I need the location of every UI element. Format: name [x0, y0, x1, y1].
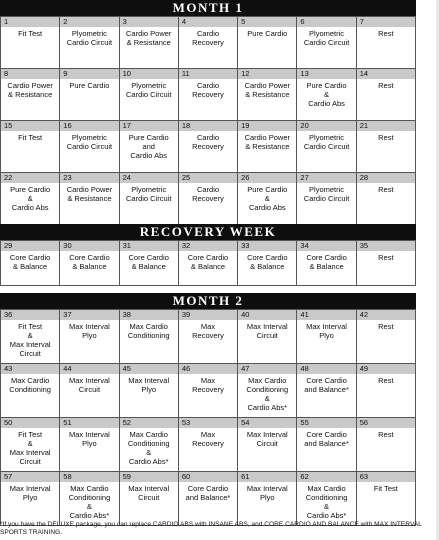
workout-name: Core Cardio and Balance* [304, 376, 349, 394]
day-cell [60, 418, 119, 472]
workout-name: Plyometric Cardio Circuit [125, 81, 172, 99]
day-cell [179, 418, 238, 472]
day-cell [297, 17, 356, 69]
day-number: 44 [60, 364, 118, 374]
workout-name: Rest [378, 430, 394, 439]
workout-name: Max Recovery [192, 430, 224, 448]
workout-name: Max Interval Circuit [128, 484, 170, 502]
day-number: 5 [238, 17, 296, 27]
day-cell [60, 241, 119, 286]
day-number: 63 [357, 472, 415, 482]
day-number: 17 [120, 121, 178, 131]
workout-name: Cardio Power & Resistance [7, 81, 53, 99]
day-number: 33 [238, 241, 296, 251]
month-1-grid [0, 16, 416, 225]
day-cell [179, 241, 238, 286]
day-cell [357, 472, 416, 526]
day-number: 41 [297, 310, 355, 320]
day-number: 22 [1, 173, 59, 183]
day-cell [120, 69, 179, 121]
workout-name: Rest [378, 253, 394, 262]
workout-name: Core Cardio and Balance* [185, 484, 231, 502]
day-number: 9 [60, 69, 118, 79]
day-cell [357, 173, 416, 225]
day-cell [1, 310, 60, 364]
day-number: 42 [357, 310, 415, 320]
day-number: 40 [238, 310, 296, 320]
day-number: 35 [357, 241, 415, 251]
day-number: 50 [1, 418, 59, 428]
day-cell [297, 241, 356, 286]
day-cell [1, 472, 60, 526]
day-number: 56 [357, 418, 415, 428]
day-number: 13 [297, 69, 355, 79]
day-cell [1, 121, 60, 173]
day-number: 32 [179, 241, 237, 251]
workout-name: Plyometric Cardio Circuit [303, 29, 350, 47]
day-number: 62 [297, 472, 355, 482]
day-cell [297, 364, 356, 418]
day-cell [297, 310, 356, 364]
workout-name: Rest [378, 29, 394, 38]
day-number: 12 [238, 69, 296, 79]
day-number: 51 [60, 418, 118, 428]
recovery-week-header: RECOVERY WEEK [0, 224, 416, 240]
workout-name: Fit Test & Max Interval Circuit [9, 322, 51, 358]
day-number: 53 [179, 418, 237, 428]
day-cell [238, 173, 297, 225]
workout-name: Cardio Recovery [192, 29, 224, 47]
day-number: 20 [297, 121, 355, 131]
workout-name: Core Cardio & Balance [9, 253, 51, 271]
day-cell [1, 241, 60, 286]
workout-name: Core Cardio & Balance [69, 253, 110, 271]
day-cell [357, 17, 416, 69]
workout-name: Core Cardio & Balance [306, 253, 347, 271]
workout-name: Pure Cardio & Cardio Abs [247, 185, 288, 212]
workout-name: Max Cardio Conditioning & Cardio Abs* [305, 484, 348, 520]
workout-name: Fit Test [373, 484, 398, 493]
day-cell [357, 69, 416, 121]
workout-name: Max Interval Plyo [9, 484, 51, 502]
workout-name: Cardio Recovery [192, 133, 224, 151]
workout-name: Max Interval Plyo [306, 322, 347, 340]
workout-name: Core Cardio & Balance [128, 253, 169, 271]
day-number: 21 [357, 121, 415, 131]
workout-name: Max Cardio Conditioning [127, 322, 170, 340]
day-cell [60, 364, 119, 418]
day-number: 19 [238, 121, 296, 131]
workout-name: Max Interval Plyo [128, 376, 170, 394]
day-number: 29 [1, 241, 59, 251]
day-cell [1, 69, 60, 121]
day-number: 6 [297, 17, 355, 27]
day-cell [60, 17, 119, 69]
day-cell [179, 17, 238, 69]
day-number: 25 [179, 173, 237, 183]
workout-name: Pure Cardio & Cardio Abs [10, 185, 51, 212]
day-number: 3 [120, 17, 178, 27]
day-cell [179, 364, 238, 418]
day-number: 61 [238, 472, 296, 482]
workout-name: Cardio Power & Resistance [244, 133, 290, 151]
day-number: 24 [120, 173, 178, 183]
workout-name: Pure Cardio & Cardio Abs [306, 81, 347, 108]
day-cell [120, 173, 179, 225]
day-cell [357, 310, 416, 364]
workout-name: Max Interval Circuit [68, 376, 110, 394]
day-number: 26 [238, 173, 296, 183]
day-number: 34 [297, 241, 355, 251]
day-cell [60, 69, 119, 121]
day-number: 15 [1, 121, 59, 131]
day-cell [1, 364, 60, 418]
workout-name: Fit Test [18, 29, 43, 38]
day-cell [120, 364, 179, 418]
day-cell [1, 17, 60, 69]
workout-name: Plyometric Cardio Circuit [125, 185, 172, 203]
day-number: 30 [60, 241, 118, 251]
workout-name: Cardio Power & Resistance [125, 29, 172, 47]
day-number: 27 [297, 173, 355, 183]
footnote: *If you have the DELUXE package, you can replace CARDIO ABS with INSANE ABS, and CORE CARDIO AND BALANCE with MAX INTERVAL SPORTS TRAINING. [0, 521, 422, 536]
day-number: 46 [179, 364, 237, 374]
day-number: 28 [357, 173, 415, 183]
day-cell [238, 241, 297, 286]
day-number: 58 [60, 472, 118, 482]
workout-name: Max Recovery [192, 376, 224, 394]
workout-name: Plyometric Cardio Circuit [303, 133, 350, 151]
day-cell [297, 69, 356, 121]
day-number: 10 [120, 69, 178, 79]
day-cell [357, 121, 416, 173]
day-number: 45 [120, 364, 178, 374]
workout-name: Max Interval Plyo [246, 484, 288, 502]
day-cell [60, 310, 119, 364]
workout-name: Core Cardio & Balance [247, 253, 288, 271]
day-cell [179, 69, 238, 121]
workout-name: Cardio Recovery [192, 81, 224, 99]
workout-name: Cardio Power & Resistance [244, 81, 290, 99]
day-number: 4 [179, 17, 237, 27]
workout-name: Rest [378, 322, 394, 331]
day-cell [1, 418, 60, 472]
workout-name: Max Interval Plyo [68, 430, 110, 448]
day-cell [1, 173, 60, 225]
day-number: 2 [60, 17, 118, 27]
day-cell [60, 472, 119, 526]
day-number: 7 [357, 17, 415, 27]
day-number: 52 [120, 418, 178, 428]
day-cell [120, 121, 179, 173]
recovery-week-grid [0, 240, 416, 286]
day-number: 55 [297, 418, 355, 428]
day-number: 31 [120, 241, 178, 251]
workout-name: Pure Cardio [69, 81, 110, 90]
month-2-grid [0, 309, 416, 526]
day-number: 48 [297, 364, 355, 374]
workout-name: Fit Test & Max Interval Circuit [9, 430, 51, 466]
day-number: 38 [120, 310, 178, 320]
day-cell [120, 418, 179, 472]
day-cell [357, 418, 416, 472]
workout-name: Fit Test [18, 133, 43, 142]
day-cell [357, 364, 416, 418]
day-number: 54 [238, 418, 296, 428]
day-cell [297, 173, 356, 225]
day-number: 16 [60, 121, 118, 131]
month-2-header: MONTH 2 [0, 293, 416, 309]
day-number: 14 [357, 69, 415, 79]
month-1-header: MONTH 1 [0, 0, 416, 16]
day-cell [357, 241, 416, 286]
workout-name: Max Interval Circuit [246, 430, 288, 448]
day-number: 23 [60, 173, 118, 183]
day-cell [238, 472, 297, 526]
day-cell [120, 17, 179, 69]
workout-name: Rest [378, 133, 394, 142]
workout-name: Cardio Power & Resistance [66, 185, 113, 203]
workout-name: Max Cardio Conditioning [9, 376, 51, 394]
day-cell [238, 310, 297, 364]
day-number: 18 [179, 121, 237, 131]
day-cell [238, 17, 297, 69]
workout-name: Rest [378, 81, 394, 90]
day-cell [238, 69, 297, 121]
workout-name: Plyometric Cardio Circuit [66, 133, 113, 151]
day-number: 57 [1, 472, 59, 482]
day-cell [120, 241, 179, 286]
workout-name: Pure Cardio [247, 29, 288, 38]
workout-name: Core Cardio & Balance [187, 253, 229, 271]
day-number: 8 [1, 69, 59, 79]
workout-name: Max Cardio Conditioning & Cardio Abs* [127, 430, 170, 466]
day-cell [179, 173, 238, 225]
day-cell [238, 418, 297, 472]
workout-name: Plyometric Cardio Circuit [66, 29, 113, 47]
day-cell [238, 364, 297, 418]
workout-name: Max Interval Circuit [246, 322, 288, 340]
day-number: 43 [1, 364, 59, 374]
workout-name: Rest [378, 376, 394, 385]
day-cell [179, 310, 238, 364]
day-number: 47 [238, 364, 296, 374]
day-number: 39 [179, 310, 237, 320]
day-number: 36 [1, 310, 59, 320]
workout-name: Max Cardio Conditioning & Cardio Abs* [246, 376, 289, 412]
workout-name: Core Cardio and Balance* [304, 430, 349, 448]
workout-name: Rest [378, 185, 394, 194]
day-cell [297, 418, 356, 472]
workout-name: Max Interval Plyo [68, 322, 110, 340]
day-cell [60, 121, 119, 173]
workout-name: Max Recovery [192, 322, 224, 340]
day-number: 49 [357, 364, 415, 374]
day-number: 1 [1, 17, 59, 27]
day-cell [297, 472, 356, 526]
workout-name: Max Cardio Conditioning & Cardio Abs* [68, 484, 111, 520]
day-number: 59 [120, 472, 178, 482]
day-cell [179, 121, 238, 173]
day-cell [297, 121, 356, 173]
day-number: 11 [179, 69, 237, 79]
day-cell [179, 472, 238, 526]
day-cell [60, 173, 119, 225]
workout-name: Cardio Recovery [192, 185, 224, 203]
day-number: 60 [179, 472, 237, 482]
workout-name: Pure Cardio and Cardio Abs [128, 133, 169, 160]
workout-name: Plyometric Cardio Circuit [303, 185, 350, 203]
day-cell [120, 472, 179, 526]
day-cell [238, 121, 297, 173]
day-cell [120, 310, 179, 364]
day-number: 37 [60, 310, 118, 320]
